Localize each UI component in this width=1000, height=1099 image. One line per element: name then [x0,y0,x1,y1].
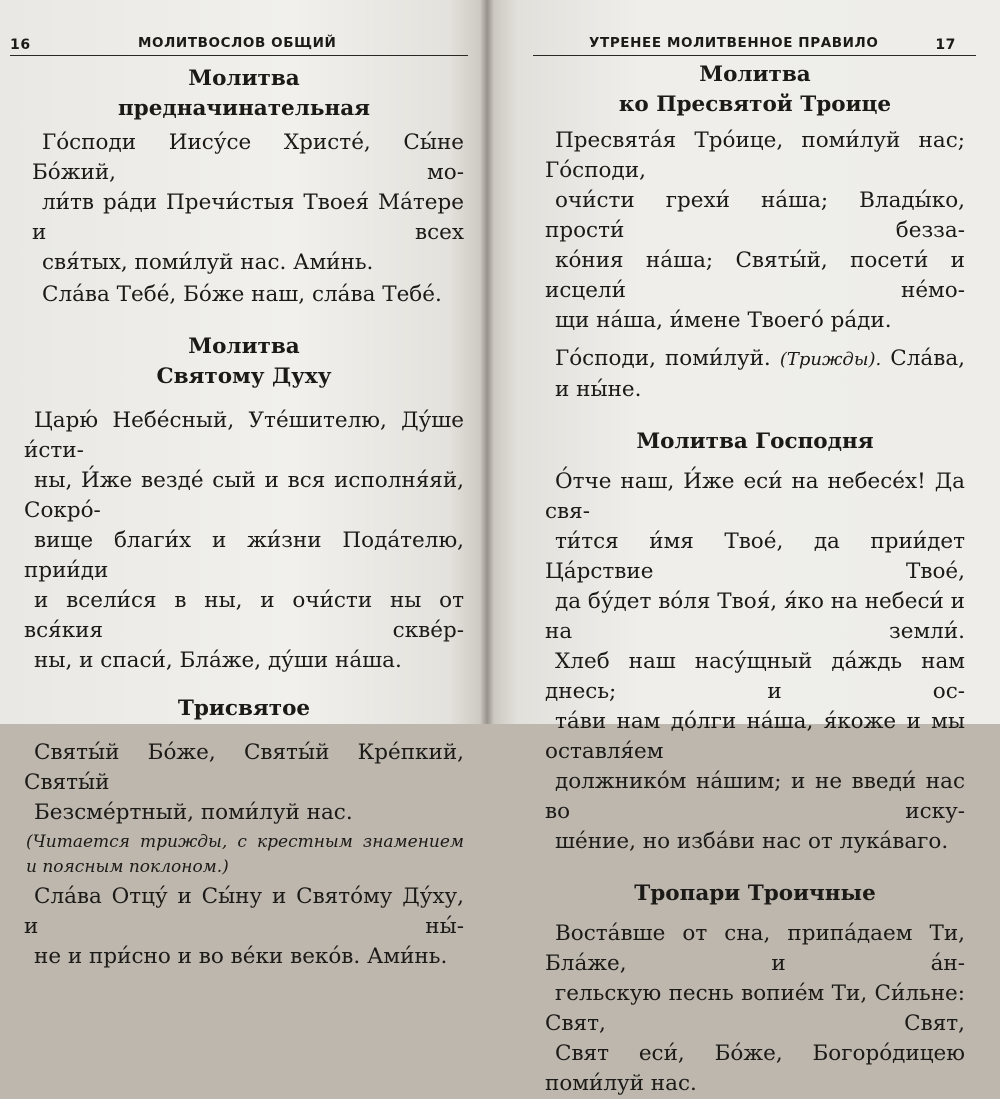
prayer-paragraph: Святы́й Бо́же, Святы́й Кре́пкий, Святы́й Безсме́ртный, поми́луй нас. [24,740,464,825]
section-heading: Молитва предначинательная [117,66,371,121]
prayer-paragraph: Воста́вше от сна, припа́даем Ти, Бла́же, и а́н- гельскую песнь вопие́м Ти, Си́льне: Свят, Свят, Свят еси́, Бо́же, Богоро́дицею поми́луй нас. [545,921,965,1096]
right-page [487,0,1000,1096]
right-running-title: УТРЕНЕЕ МОЛИТВЕННОЕ ПРАВИЛО [589,35,879,51]
left-page-header [10,30,468,56]
section-troparia-trinity [545,879,965,1099]
left-page [0,0,487,969]
section-prayer-holy-spirit [24,332,464,676]
prayer-paragraph: Сла́ва Отцу́ и Сы́ну и Свято́му Ду́ху, и ны́- не и при́сно и во ве́ки веко́в. Ами́нь. [24,884,464,969]
prayer-paragraph: Сла́ва Тебе́, Бо́же наш, сла́ва Тебе́. [42,282,442,307]
left-running-title: МОЛИТВОСЛОВ ОБЩИЙ [138,35,337,51]
section-heading: Молитва ко Пресвятой Троице [618,62,892,117]
section-heading: Молитва Господня [636,429,874,454]
prayer-paragraph: О́тче наш, И́же еси́ на небесе́х! Да свя- ти́тся и́мя Твое́, да прии́дет Ца́рствие Твое́, да бу́дет во́ля Твоя́, я́ко на небеси́ и на земли́. Хлеб наш насу́щный да́ждь нам днесь; и ос- та́ви нам до́лги на́ша, я́коже и мы оставля́ем должнико́м на́шим; и не введи́ нас во иску- ше́ние, но изба́ви нас от лука́ваго. [545,469,965,854]
prayer-paragraph: Го́споди Иису́се Христе́, Сы́не Бо́жий, мо- ли́тв ра́ди Пречи́стыя Твоея́ Ма́тере и всех свя́тых, поми́луй нас. Ами́нь. [32,130,464,275]
left-page-number: 16 [10,37,31,53]
prayer-paragraph: Го́споди, поми́луй. (Трижды). Сла́ва, и ны́не. [555,346,965,402]
section-prayer-trinity [545,60,965,405]
book-gutter-shadow [480,0,494,724]
right-page-number: 17 [935,37,956,53]
right-header-rule [533,55,976,56]
section-trisagion [24,694,464,972]
section-lords-prayer [545,427,965,857]
right-page-header [533,30,976,56]
left-page-content [24,64,464,972]
section-heading: Трисвятое [177,696,311,721]
section-heading: Молитва Святому Духу [156,334,332,389]
prayer-paragraph: Царю́ Небе́сный, Уте́шителю, Ду́ше и́сти- ны, И́же везде́ сый и вся исполня́яй, Сокро́- вище благи́х и жи́зни Пода́телю, прии́ди и всели́ся в ны, и очи́сти ны от вся́кия скве́р- ны, и спаси́, Бла́же, ду́ши на́ша. [24,408,464,673]
inline-rubric: (Трижды). [779,349,882,370]
rubric-note: (Читается трижды, с крестным знамением и поясным поклоном.) [26,832,464,877]
left-header-rule [10,55,468,56]
prayer-paragraph: Пресвята́я Тро́ице, поми́луй нас; Го́споди, очи́сти грехи́ на́ша; Влады́ко, прости́ безза- ко́ния на́ша; Святы́й, посети́ и исцели́ не́мо- щи на́ша, и́мене Твоего́ ра́ди. [545,128,965,333]
section-prayer-opening [24,64,464,310]
section-heading: Тропари Троичные [634,881,876,906]
right-page-content [545,60,965,1099]
